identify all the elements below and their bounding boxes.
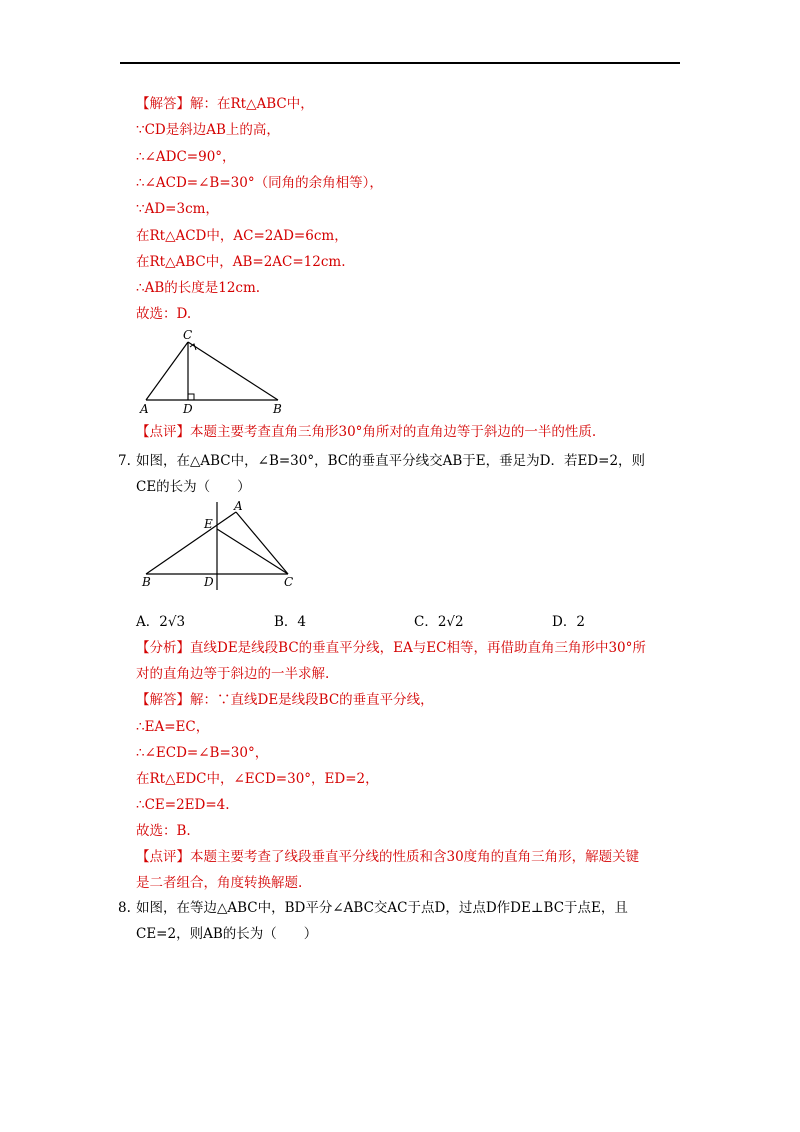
question7-stem-line-2: CE的长为（ ） [136,479,251,495]
figure-triangle-abc-q7 [136,498,306,590]
solution6-line-1: 【解答】解：在Rt△ABC中， [136,96,314,112]
question7-number: 7. [118,453,131,469]
question7-comment-line-1: 【点评】本题主要考查了线段垂直平分线的性质和含30度角的直角三角形，解题关键 [136,849,640,865]
label-a: A [140,402,149,416]
solution6-line-8: ∴AB的长度是12cm. [136,280,261,296]
option-d: D．2 [552,614,585,630]
solution6-line-6: 在Rt△ACD中，AC=2AD=6cm， [136,228,348,244]
label-d: D [204,575,214,589]
label-d: D [183,402,193,416]
header-rule [120,62,680,64]
solution6-answer: 故选：D. [136,306,192,322]
option-a: A．2√3 [136,614,186,630]
solution6-line-5: ∵AD=3cm， [136,201,219,217]
question7-solution-line-4: 在Rt△EDC中，∠ECD=30°，ED=2， [136,771,379,787]
question8-number: 8. [118,900,131,916]
question7-solution-line-1: 【解答】解：∵直线DE是线段BC的垂直平分线， [136,692,434,708]
label-c: C [284,575,294,589]
solution6-line-3: ∴∠ADC=90°， [136,149,236,165]
question7-solution-line-3: ∴∠ECD=∠B=30°， [136,745,269,761]
label-e: E [204,517,213,531]
label-b: B [273,402,282,416]
solution6-line-2: ∵CD是斜边AB上的高， [136,122,280,138]
question8-stem-line-2: CE=2，则AB的长为（ ） [136,926,318,942]
question7-solution-line-2: ∴EA=EC， [136,719,210,735]
label-c: C [183,328,193,342]
question7-analysis-line-1: 【分析】直线DE是线段BC的垂直平分线，EA与EC相等，再借助直角三角形中30°所 [136,640,646,656]
question7-analysis-line-2: 对的直角边等于斜边的一半求解. [136,666,330,682]
question7-comment-line-2: 是二者组合，角度转换解题. [136,875,303,891]
figure-triangle-abc-q6 [136,328,296,418]
solution6-line-4: ∴∠ACD=∠B=30°（同角的余角相等）， [136,175,383,191]
question7-answer: 故选：B. [136,823,191,839]
question8-stem-line-1: 如图，在等边△ABC中，BD平分∠ABC交AC于点D，过点D作DE⊥BC于点E，且 [136,900,628,916]
option-c: C．2√2 [414,614,464,630]
solution6-comment: 【点评】本题主要考查直角三角形30°角所对的直角边等于斜边的一半的性质. [136,424,597,440]
question7-solution-line-5: ∴CE=2ED=4. [136,797,230,813]
solution6-line-7: 在Rt△ABC中，AB=2AC=12cm. [136,254,346,270]
label-b: B [142,575,151,589]
question7-stem-line-1: 如图，在△ABC中，∠B=30°，BC的垂直平分线交AB于E，垂足为D．若ED=2，则 [136,453,646,469]
option-b: B．4 [274,614,307,630]
label-a: A [234,499,243,513]
